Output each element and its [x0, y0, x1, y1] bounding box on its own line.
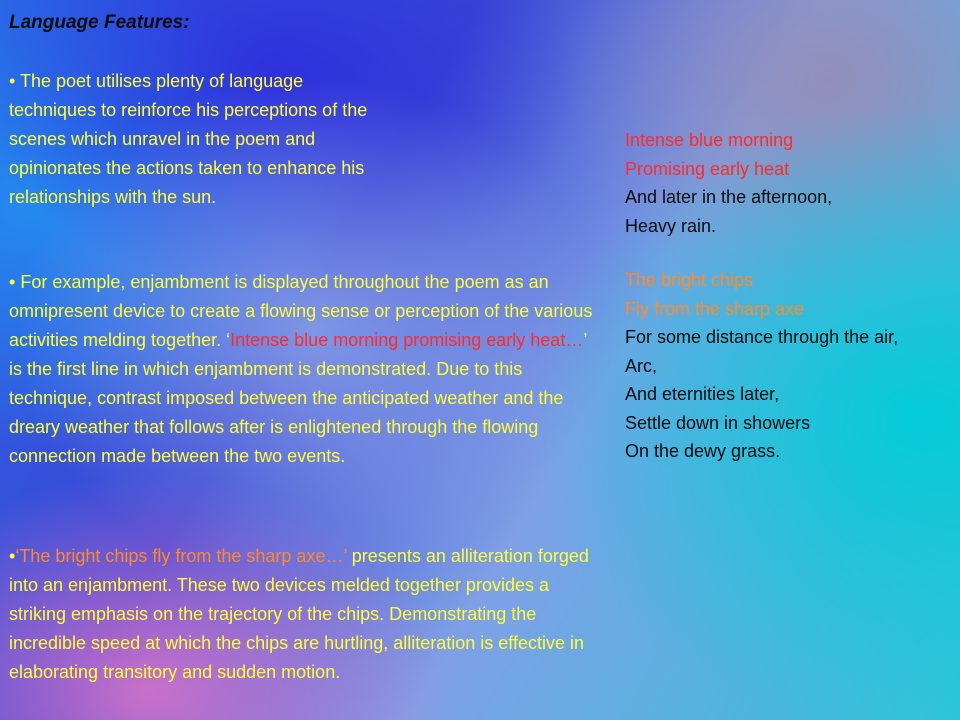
poem-line: Fly from the sharp axe [625, 298, 805, 319]
stanza-break [625, 240, 955, 266]
poem-line: On the dewy grass. [625, 441, 781, 461]
paragraph-text: presents an alliteration forged into an enjambment. These two devices melded together provides a striking emphasis on the trajectory of the chips. Demonstrating the incredible speed at which the chips are hurtling, alliteration is effective in elaborating transitory and sudden motion. [9, 546, 589, 682]
bullet-paragraph-enjambment [9, 268, 599, 471]
paragraph-text: ’ is the first line in which enjambment is demonstrated. Due to this technique, contrast imposed between the anticipated weather and the dreary weather that follows after is enlightened through the flowing connection made between the two events. [9, 330, 587, 466]
quote-bright-chips: ‘The bright chips fly from the sharp axe…’ [15, 546, 347, 566]
bullet-marker: • [9, 546, 16, 566]
poem-line: For some distance through the air, [625, 327, 899, 347]
bullet-marker: • [9, 71, 16, 91]
poem-line: Intense blue morning [625, 130, 794, 150]
quote-intense-blue-morning: Intense blue morning promising early heat… [230, 330, 584, 350]
bullet-paragraph-alliteration [9, 542, 599, 687]
poem-line: Heavy rain. [625, 215, 717, 236]
poem-line: Promising early heat [625, 158, 790, 179]
paragraph-text: The poet utilises plenty of language techniques to reinforce his perceptions of the scenes which unravel in the poem and opinionates the actions taken to enhance his relationships with the sun. [9, 71, 368, 207]
bullet-marker: • [9, 272, 16, 292]
paragraph-text: For example, enjambment is displayed throughout the poem as an omnipresent device to create a flowing sense or perception of the various activities melding together. ‘ [9, 272, 593, 350]
page-heading: Language Features: [9, 12, 190, 33]
bullet-paragraph-techniques [9, 67, 369, 212]
poem-excerpt [625, 126, 955, 466]
poem-line: The bright chips [625, 270, 754, 290]
poem-line: Arc, [625, 355, 658, 376]
poem-line: Settle down in showers [625, 412, 811, 433]
poem-line: And eternities later, [625, 384, 780, 404]
poem-line: And later in the afternoon, [625, 187, 833, 207]
